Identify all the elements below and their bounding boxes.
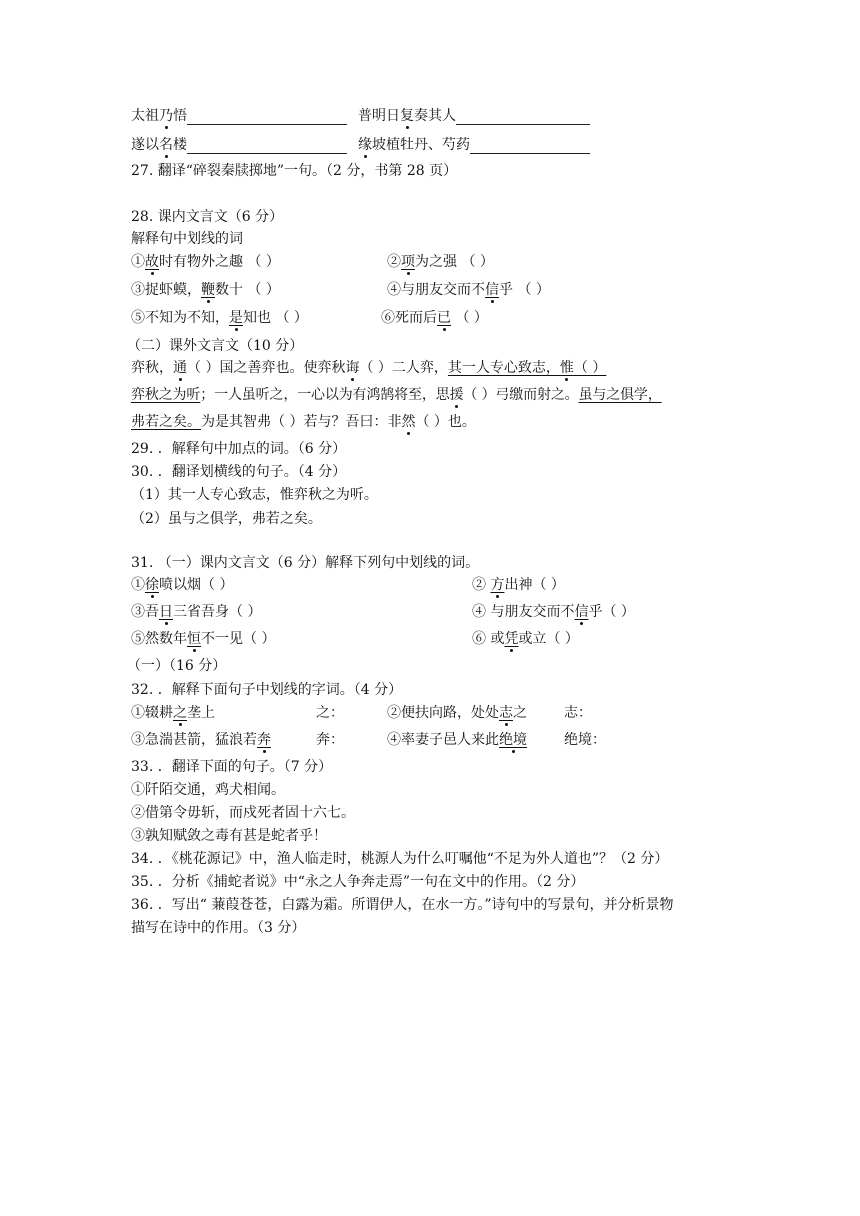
q28-item-3 — [131, 281, 280, 299]
text: 遂以 — [131, 137, 159, 153]
underlined-word: 绝境 — [499, 732, 527, 748]
q32-answer-2[interactable]: 志： — [564, 705, 592, 721]
q26-item-4 — [358, 136, 590, 154]
text: 楼 — [173, 137, 187, 153]
q32-answer-4[interactable]: 绝境： — [564, 732, 606, 748]
text: 乎 — [499, 282, 513, 298]
question-36-line-1: 36. ．写出“ 蒹葭苍苍，白露为霜。所谓伊人，在水一方。”诗句中的写景句，并分析景物 — [131, 897, 674, 913]
text: ② — [387, 254, 401, 270]
q30-sentence-1: （1）其一人专心致志，惟弈秋之为听。 — [131, 487, 378, 503]
passage-line-3 — [131, 413, 476, 431]
question-30-title: 30. ．翻译划横线的句子。（4 分） — [131, 464, 347, 480]
text: 奏其人 — [414, 108, 456, 124]
question-31-title: 31. （一）课内文言文（6 分）解释下列句中划线的词。 — [131, 555, 480, 571]
question-32-title: 32. ．解释下面句子中划线的字词。（4 分） — [131, 682, 403, 698]
underlined-word: 凭 — [504, 631, 519, 647]
text: （ ）也。 — [415, 414, 476, 430]
question-33-title: 33. ．翻译下面的句子。（7 分） — [131, 759, 333, 775]
text: ⑥ 或 — [472, 631, 505, 647]
text: 弈秋， — [131, 360, 173, 376]
q32-item-1 — [131, 704, 215, 722]
text: 数十 — [215, 282, 243, 298]
underlined-word: 鞭 — [201, 282, 215, 298]
q28-item-4 — [387, 281, 550, 299]
q26-item-3 — [131, 136, 347, 154]
text: 坡植牡丹、芍药 — [372, 137, 470, 153]
underlined-word: 志 — [499, 705, 513, 721]
text: 为之强 — [415, 254, 457, 270]
text: ；一人虽听之，一心以为有鸿鹄将至，思 — [200, 387, 450, 403]
text: ⑤不知为不知， — [131, 310, 229, 326]
q26-item-1 — [131, 107, 347, 125]
dotted-char: 通 — [173, 360, 187, 376]
text: ① — [131, 577, 145, 593]
text: 知也 — [243, 310, 271, 326]
text: 时有物外之趣 — [159, 254, 243, 270]
text: ① — [131, 254, 145, 270]
text: 普明日 — [358, 108, 400, 124]
text: 三省吾身（ ） — [173, 604, 262, 620]
dotted-char: 缘 — [358, 137, 372, 153]
text: 悟 — [173, 108, 187, 124]
text: 出神（ ） — [504, 577, 565, 593]
underlined-sentence — [448, 360, 606, 376]
q31-item-5 — [131, 630, 275, 648]
answer-paren[interactable]: （ ） — [247, 282, 280, 298]
q32-answer-3[interactable]: 奔： — [316, 732, 344, 748]
question-27: 27. 翻译“碎裂秦牍掷地”一句。（2 分，书第 28 页） — [131, 163, 458, 179]
dotted-char: 复 — [400, 108, 414, 124]
q28-item-2 — [387, 253, 494, 271]
text: ④率妻子邑人来此 — [387, 732, 499, 748]
answer-blank[interactable] — [187, 139, 347, 154]
q33-sentence-3: ③孰知赋敛之毒有甚是蛇者乎！ — [131, 828, 327, 844]
answer-paren[interactable]: （ ） — [247, 254, 280, 270]
text: ④与朋友交而不 — [387, 282, 485, 298]
answer-blank[interactable] — [187, 110, 347, 125]
underlined-word: 奔 — [257, 732, 271, 748]
q30-sentence-2: （2）虽与之俱学，弗若之矣。 — [131, 511, 322, 527]
underlined-word: 是 — [229, 310, 243, 326]
text: 或立（ ） — [518, 631, 579, 647]
text: （ ）国之善弈也。使弈秋 — [187, 360, 346, 376]
text: ② — [472, 577, 491, 593]
underlined-word: 信 — [574, 604, 589, 620]
question-28-instruction: 解释句中划线的词 — [131, 231, 243, 247]
underlined-word: 日 — [159, 604, 173, 620]
underlined-sentence: 虽与之俱学， — [578, 387, 662, 403]
text: 其一人专心致志， — [447, 360, 560, 376]
q32-answer-1[interactable]: 之： — [316, 705, 344, 721]
q26-item-2 — [358, 107, 590, 125]
text: （ ）弓缴而射之。 — [463, 387, 579, 403]
underlined-word: 项 — [401, 254, 415, 270]
answer-paren[interactable]: （ ） — [573, 360, 607, 376]
text: 太祖 — [131, 108, 159, 124]
underlined-word: 信 — [485, 282, 499, 298]
text: ⑤然数年 — [131, 631, 187, 647]
q31-item-6 — [472, 630, 579, 648]
dotted-char: 名 — [159, 137, 173, 153]
section-heading: （一）（16 分） — [127, 658, 227, 674]
underlined-word: 之 — [173, 705, 187, 721]
text: ④ 与朋友交而不 — [472, 604, 575, 620]
underlined-word: 恒 — [187, 631, 201, 647]
q33-sentence-1: ①阡陌交通，鸡犬相闻。 — [131, 782, 285, 798]
extra-section-title: （二）课外文言文（10 分） — [127, 338, 304, 354]
underlined-sentence: 弗若之矣。 — [131, 414, 201, 430]
text: 之 — [513, 705, 527, 721]
dotted-char: 惟 — [559, 360, 574, 376]
answer-paren[interactable]: （ ） — [517, 282, 550, 298]
underlined-word: 徐 — [145, 577, 159, 593]
q33-sentence-2: ②借第令毋斩，而戍死者固十六七。 — [131, 805, 355, 821]
text: 为是其智弗（ ）若与？吾曰：非 — [201, 414, 402, 430]
dotted-char: 援 — [449, 387, 464, 403]
question-36-line-2: 描写在诗中的作用。（3 分） — [131, 920, 306, 936]
question-34: 34. ．《桃花源记》中，渔人临走时，桃源人为什么叮嘱他“不足为外人道也”？（2 分） — [131, 851, 669, 867]
underlined-sentence: 弈秋之为听 — [131, 387, 201, 403]
text: ③捉虾蟆， — [131, 282, 201, 298]
text: ③吾 — [131, 604, 159, 620]
dotted-char: 然 — [401, 414, 416, 430]
q28-item-5 — [131, 309, 308, 327]
q31-item-2 — [472, 576, 565, 594]
underlined-word: 已 — [437, 310, 451, 326]
q31-item-4 — [472, 603, 635, 621]
answer-paren[interactable]: （ ） — [455, 310, 488, 326]
text: 垄上 — [187, 705, 215, 721]
text: （ ）二人弈， — [359, 360, 448, 376]
answer-paren[interactable]: （ ） — [461, 254, 494, 270]
dotted-char: 乃 — [159, 108, 173, 124]
text: 不一见（ ） — [201, 631, 276, 647]
q32-item-3 — [131, 731, 271, 749]
text: ②便扶向路，处处 — [387, 705, 499, 721]
question-29: 29. ．解释句中加点的词。（6 分） — [131, 441, 347, 457]
text: 乎（ ） — [588, 604, 635, 620]
passage-line-2 — [131, 386, 662, 404]
question-35: 35. ．分析《捕蛇者说》中“永之人争奔走焉”一句在文中的作用。（2 分） — [131, 874, 585, 890]
q28-item-6 — [381, 309, 488, 327]
text: ③急湍甚箭，猛浪若 — [131, 732, 257, 748]
q28-item-1 — [131, 253, 280, 271]
q32-item-4 — [387, 731, 527, 749]
underlined-word: 故 — [145, 254, 159, 270]
question-28-title: 28. 课内文言文（6 分） — [131, 209, 284, 225]
underlined-word: 方 — [490, 577, 505, 593]
q31-item-3 — [131, 603, 261, 621]
text: ⑥死而后 — [381, 310, 437, 326]
text: ①辍耕 — [131, 705, 173, 721]
dotted-char: 诲 — [345, 360, 360, 376]
q31-item-1 — [131, 576, 233, 594]
answer-blank[interactable] — [470, 139, 590, 154]
q32-item-2 — [387, 704, 527, 722]
passage-line-1 — [131, 359, 606, 377]
answer-paren[interactable]: （ ） — [275, 310, 308, 326]
answer-blank[interactable] — [456, 110, 590, 125]
text: 喷以烟（ ） — [159, 577, 234, 593]
